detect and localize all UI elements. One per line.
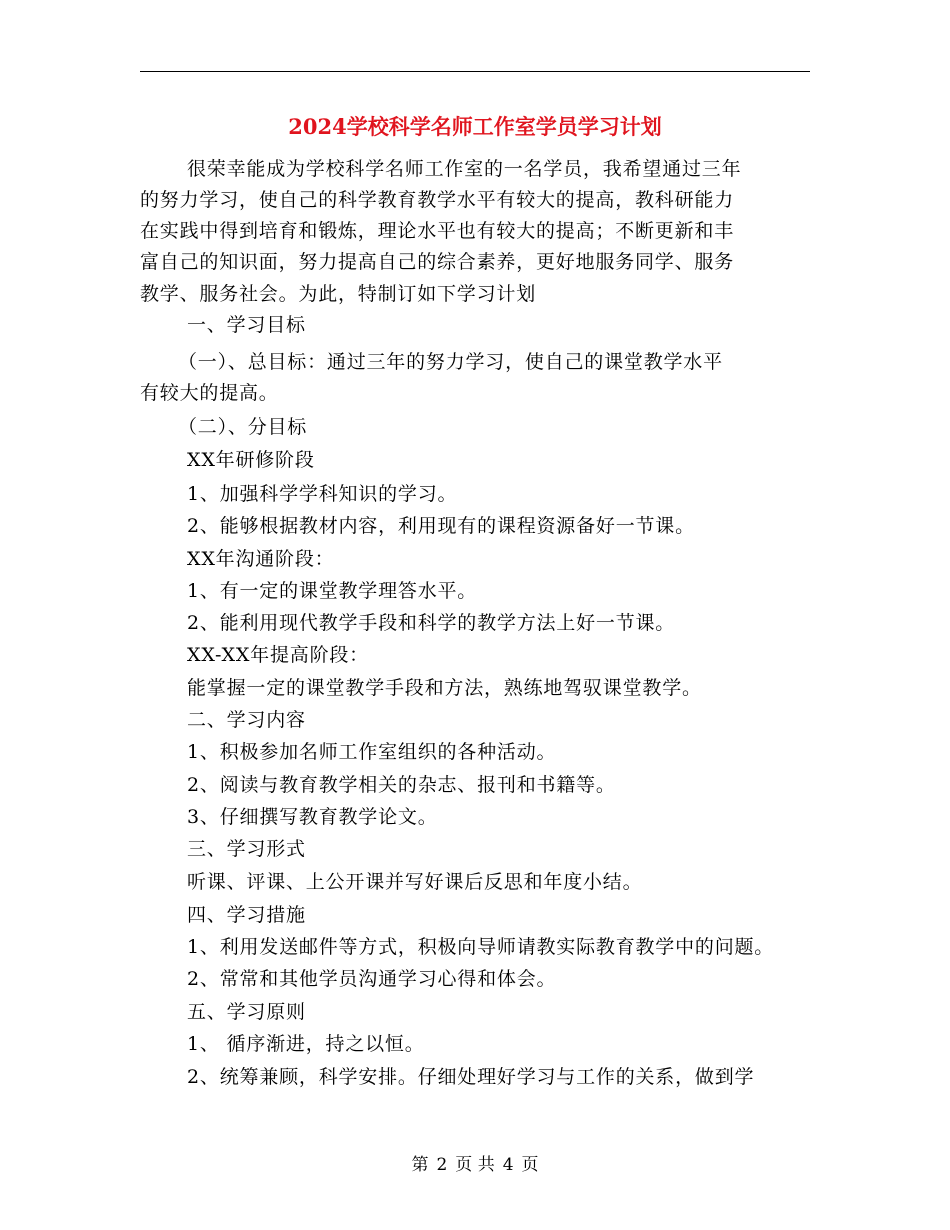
list-item: 1、有一定的课堂教学理答水平。	[187, 580, 478, 602]
page-footer	[0, 1153, 950, 1177]
list-item: 1、积极参加名师工作室组织的各种活动。	[187, 741, 557, 763]
body-line: （一）、总目标：通过三年的努力学习，使自己的课堂教学水平	[178, 351, 723, 373]
footer-total-pages: 4	[502, 1155, 514, 1175]
body-line: 富自己的知识面，努力提高自己的综合素养，更好地服务同学、服务	[140, 251, 735, 273]
body-line: 很荣幸能成为学校科学名师工作室的一名学员，我希望通过三年	[187, 158, 742, 180]
body-line: 在实践中得到培育和锻炼，理论水平也有较大的提高；不断更新和丰	[140, 220, 735, 242]
section-heading: 二、学习内容	[187, 709, 306, 731]
section-heading: 五、学习原则	[187, 1001, 306, 1023]
list-item: 1、利用发送邮件等方式，积极向导师请教实际教育教学中的问题。	[187, 936, 775, 958]
body-line: XX年研修阶段	[187, 449, 315, 471]
body-line: 能掌握一定的课堂教学手段和方法，熟练地驾驭课堂教学。	[187, 677, 702, 699]
document-title: 2024学校科学名师工作室学员学习计划	[288, 114, 662, 139]
section-heading: 三、学习形式	[187, 838, 306, 860]
list-item: 2、能利用现代教学手段和科学的教学方法上好一节课。	[187, 612, 676, 634]
footer-middle: 页 共	[455, 1155, 495, 1175]
body-line: XX年沟通阶段：	[187, 548, 335, 570]
list-item: 2、阅读与教育教学相关的杂志、报刊和书籍等。	[187, 774, 616, 796]
header-rule	[140, 71, 810, 72]
list-item: 2、统筹兼顾，科学安排。仔细处理好学习与工作的关系，做到学	[187, 1066, 755, 1088]
body-line: 听课、评课、上公开课并写好课后反思和年度小结。	[187, 871, 643, 893]
body-line: XX-XX年提高阶段：	[187, 644, 369, 666]
footer-page-number: 2	[436, 1155, 448, 1175]
list-item: 2、常常和其他学员沟通学习心得和体会。	[187, 968, 557, 990]
list-item: 2、能够根据教材内容，利用现有的课程资源备好一节课。	[187, 515, 695, 537]
section-heading: 四、学习措施	[187, 904, 306, 926]
list-item: 3、仔细撰写教育教学论文。	[187, 806, 438, 828]
body-line: 教学、服务社会。为此，特制订如下学习计划	[140, 283, 537, 305]
body-line: 有较大的提高。	[140, 382, 279, 404]
body-line: 的努力学习，使自己的科学教育教学水平有较大的提高，教科研能力	[140, 189, 735, 211]
subsection-heading: （二）、分目标	[178, 416, 308, 438]
list-item: 1、 循序渐进，持之以恒。	[187, 1033, 425, 1055]
list-item: 1、加强科学学科知识的学习。	[187, 483, 458, 505]
footer-prefix: 第	[411, 1155, 429, 1175]
section-heading: 一、学习目标	[187, 314, 306, 336]
footer-suffix: 页	[521, 1155, 539, 1175]
